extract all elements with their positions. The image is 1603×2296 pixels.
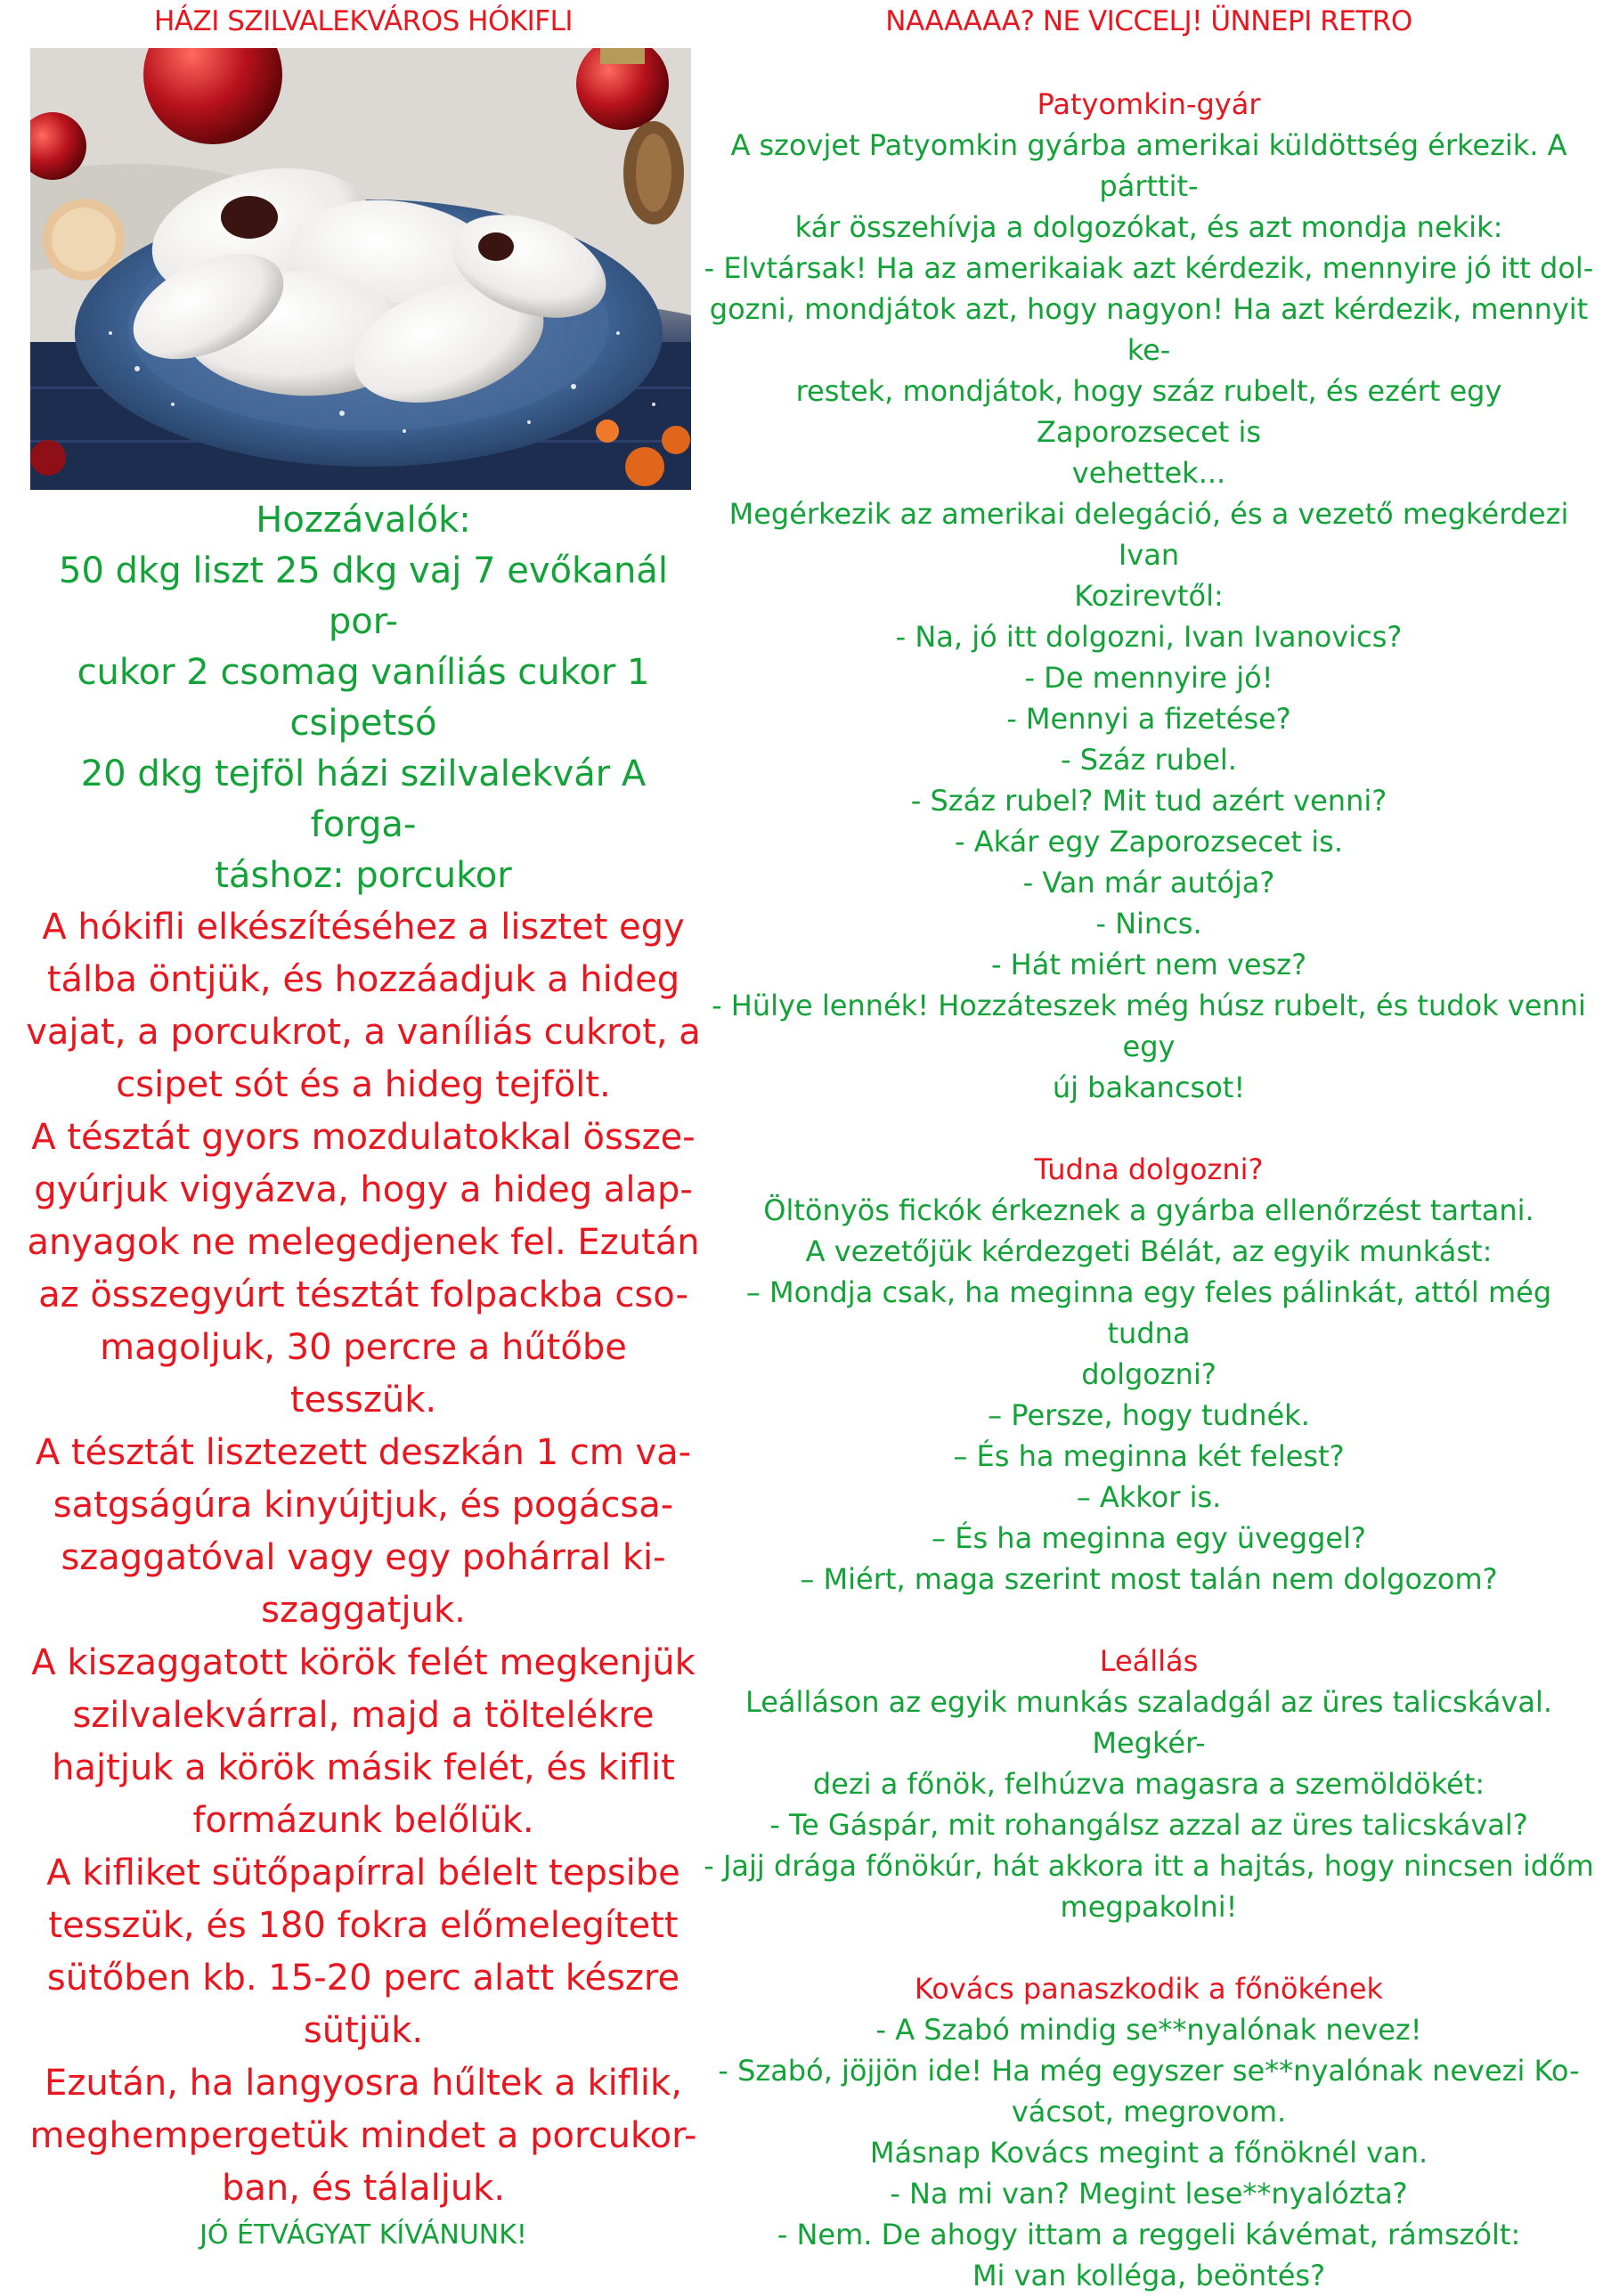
method-line: A tésztát gyors mozdulatokkal össze- [31,1117,696,1158]
method-line: formázunk belőlük. [192,1800,534,1841]
joke-line: - Akár egy Zaporozsecet is. [955,825,1343,859]
method-line: szaggatóval vagy egy pohárral ki- [61,1537,666,1578]
joke-line: - Száz rubel. [1061,743,1237,777]
method-line: szilvalekvárral, majd a töltelékre [72,1695,655,1736]
joke-title: Tudna dolgozni? [1034,1152,1264,1186]
joke-3 [704,1641,1594,1927]
joke-line: - Na, jó itt dolgozni, Ivan Ivanovics? [895,620,1403,654]
joke-line: dolgozni? [1081,1357,1216,1391]
method-line: meghempergetük mindet a porcukor- [29,2115,697,2156]
method-line: csipet sót és a hideg tejfölt. [116,1064,611,1105]
method-line: sütjük. [303,2010,424,2051]
joke-line: - Nem. De ahogy ittam a reggeli kávémat, rámszólt: [777,2218,1521,2251]
joke-line: – Akkor is. [1076,1480,1222,1514]
joke-line: - Te Gáspár, mit rohangálsz azzal az üres talicskával? [769,1808,1528,1842]
joke-line: gozni, mondjátok azt, hogy nagyon! Ha azt kérdezik, mennyit ke- [709,292,1589,367]
ingredients-heading: Hozzávalók: [256,500,471,541]
joke-line: - Jajj drága főnökúr, hát akkora itt a hajtás, hogy nincsen időm [704,1849,1594,1883]
ingredient-line: táshoz: porcukor [215,855,512,896]
joke-line: vácsot, megrovom. [1011,2095,1287,2129]
joke-2 [704,1149,1594,1600]
joke-line: megpakolni! [1060,1890,1238,1924]
joke-title: Patyomkin-gyár [1037,87,1261,121]
joke-1 [704,84,1594,1108]
ingredient-line: 50 dkg liszt 25 dkg vaj 7 evőkanál por- [59,550,668,642]
joke-line: vehettek... [1071,456,1226,490]
joke-line: - Hülye lennék! Hozzáteszek még húsz rubelt, és tudok venni egy [712,989,1586,1063]
cookie-plate-illustration [30,48,691,490]
joke-line: - Száz rubel? Mit tud azért venni? [910,784,1387,818]
joke-line: Megérkezik az amerikai delegáció, és a vezető megkérdezi Ivan [728,497,1569,572]
method-line: Ezután, ha langyosra hűltek a kiflik, [45,2063,682,2104]
jokes-title: NAAAAAA? NE VICCELJ! ÜNNEPI RETRO [885,5,1412,37]
recipe-title: HÁZI SZILVALEKVÁROS HÓKIFLI [153,5,574,37]
joke-line: - Van már autója? [1022,866,1275,900]
method-line: tálba öntjük, és hozzáadjuk a hideg [46,959,680,1000]
joke-line: - A Szabó mindig se**nyalónak nevez! [875,2013,1422,2047]
method-line: A kifliket sütőpapírral bélelt tepsibe [46,1852,680,1893]
joke-line: kár összehívja a dolgozókat, és azt mondja nekik: [794,210,1503,244]
method-line: satgságúra kinyújtjuk, és pogácsa- [53,1485,674,1526]
joke-line: – Miért, maga szerint most talán nem dolgozom? [800,1562,1498,1596]
joke-line: Öltönyös fickók érkeznek a gyárba ellenőrzést tartani. [763,1193,1534,1227]
method-line: hajtjuk a körök másik felét, és kiflit [52,1747,675,1788]
method-line: gyúrjuk vigyázva, hogy a hideg alap- [34,1169,693,1210]
method-line: A kiszaggatott körök felét megkenjük [31,1642,696,1683]
joke-line: - De mennyire jó! [1024,661,1273,695]
method-line: vajat, a porcukrot, a vaníliás cukrot, a [26,1012,701,1053]
method-line: tesszük, és 180 fokra előmelegített [48,1905,679,1946]
joke-line: – Mondja csak, ha meginna egy feles pálinkát, attól még tudna [745,1275,1552,1350]
joke-line: A vezetőjük kérdezgeti Bélát, az egyik munkást: [805,1234,1493,1268]
joke-title: Leállás [1099,1644,1199,1678]
joke-line: - Nincs. [1095,907,1202,940]
joke-line: - Na mi van? Megint lese**nyalózta? [890,2177,1408,2211]
joke-line: - Elvtársak! Ha az amerikaiak azt kérdezik, mennyire jó itt dol- [704,251,1594,285]
method-line: A tésztát lisztezett deszkán 1 cm va- [35,1432,692,1473]
joke-line: - Hát miért nem vesz? [990,948,1307,981]
joke-line: - Mennyi a fizetése? [1006,702,1291,736]
joke-line: A szovjet Patyomkin gyárba amerikai küldöttség érkezik. A párttit- [730,128,1567,203]
joke-line: dezi a főnök, felhúzva magasra a szemöldökét: [812,1767,1485,1801]
joke-line: Mi van kolléga, beöntés? [972,2259,1326,2292]
joke-line: Másnap Kovács megint a főnöknél van. [869,2136,1428,2170]
method-line: az összegyúrt tésztát folpackba cso- [38,1274,688,1315]
joke-line: restek, mondjátok, hogy száz rubelt, és ezért egy Zaporozsecet is [795,374,1502,449]
closing-wish: JÓ ÉTVÁGYAT KÍVÁNUNK! [199,2219,527,2251]
ingredient-line: 20 dkg tejföl házi szilvalekvár A forga- [80,753,647,845]
recipe-column [25,0,702,2256]
method-line: A hókifli elkészítéséhez a lisztet egy [42,907,685,948]
method-line: sütőben kb. 15-20 perc alatt készre [46,1958,680,1999]
joke-4 [704,1968,1594,2296]
jokes-column [704,0,1594,2296]
joke-line: Kozirevtől: [1074,579,1224,613]
ingredients-section [25,495,702,901]
method-line: anyagok ne melegedjenek fel. Ezután [27,1222,700,1263]
ingredient-line: cukor 2 csomag vaníliás cukor 1 csipetsó [77,652,650,744]
joke-line: – És ha meginna két felest? [953,1439,1345,1473]
method-line: magoljuk, 30 percre a hűtőbe tesszük. [100,1327,627,1421]
joke-line: - Szabó, jöjjön ide! Ha még egyszer se**nyalónak nevezi Ko- [718,2054,1580,2088]
joke-line: – Persze, hogy tudnék. [988,1398,1310,1432]
joke-line: Leálláson az egyik munkás szaladgál az üres talicskával. Megkér- [745,1685,1553,1760]
method-line: ban, és tálaljuk. [221,2168,506,2209]
joke-line: új bakancsot! [1052,1071,1246,1104]
recipe-photo [30,48,691,490]
method-section [25,901,702,2215]
method-line: szaggatjuk. [261,1590,466,1631]
joke-line: – És ha meginna egy üveggel? [932,1521,1366,1555]
joke-title: Kovács panaszkodik a főnökének [914,1972,1384,2006]
